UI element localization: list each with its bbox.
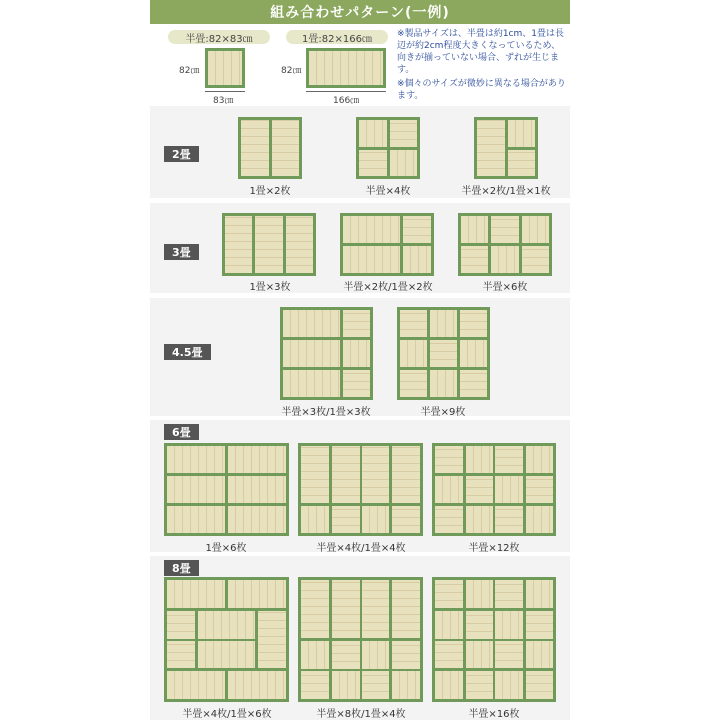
layout-8-2 [298, 577, 423, 702]
caption-2-1: 1畳×2枚 [249, 186, 291, 197]
caption-45-1: 半畳×3枚/1畳×3枚 [281, 407, 371, 418]
page-title: 組み合わせパターン(一例) [150, 0, 570, 24]
layout-2-2 [356, 117, 420, 179]
layout-6-1 [164, 443, 289, 536]
layout-2-3 [474, 117, 538, 179]
section-2-tag: 2畳 [164, 146, 199, 162]
caption-6-1: 1畳×6枚 [205, 543, 247, 554]
caption-45-2: 半畳×9枚 [420, 407, 466, 418]
caption-2-3: 半畳×2枚/1畳×1枚 [461, 186, 551, 197]
half-width-dim-line [205, 91, 245, 92]
layout-8-1 [164, 577, 289, 702]
layout-6-3 [432, 443, 556, 536]
full-height-dim: 82㎝ [281, 66, 302, 76]
layout-6-2 [298, 443, 423, 536]
caption-6-3: 半畳×12枚 [468, 543, 520, 554]
layout-3-1 [222, 213, 316, 276]
layout-8-3 [432, 577, 556, 702]
half-height-dim: 82㎝ [179, 66, 200, 76]
section-8-tag: 8畳 [164, 560, 199, 576]
caption-8-1: 半畳×4枚/1畳×6枚 [182, 709, 272, 720]
caption-2-2: 半畳×4枚 [365, 186, 411, 197]
caption-8-2: 半畳×8枚/1畳×4枚 [316, 709, 406, 720]
full-width-dim: 166㎝ [333, 96, 360, 106]
note-size-deviation: ※製品サイズは、半畳は約1cm、1畳は長辺が約2cm程度大きくなっているため、向きが揃っていない場合、ずれが生じます。 [397, 29, 564, 75]
section-6-tag: 6畳 [164, 424, 199, 440]
full-tatami-sample [306, 48, 386, 88]
notes [397, 28, 569, 104]
half-width-dim: 83㎝ [213, 96, 234, 106]
layout-45-2 [397, 307, 490, 400]
caption-3-2: 半畳×2枚/1畳×2枚 [343, 282, 433, 293]
full-size-label: 1畳:82×166㎝ [286, 30, 388, 44]
caption-3-1: 1畳×3枚 [249, 282, 291, 293]
note-individual-size: ※個々のサイズが微妙に異なる場合があります。 [397, 79, 566, 101]
layout-2-1 [238, 117, 302, 179]
layout-3-2 [340, 213, 434, 276]
half-tatami-sample [205, 48, 245, 88]
caption-6-2: 半畳×4枚/1畳×4枚 [316, 543, 406, 554]
section-3-tag: 3畳 [164, 244, 199, 260]
layout-45-1 [280, 307, 373, 400]
caption-8-3: 半畳×16枚 [468, 709, 520, 720]
caption-3-3: 半畳×6枚 [482, 282, 528, 293]
section-45-tag: 4.5畳 [164, 344, 211, 360]
layout-3-3 [458, 213, 552, 276]
half-size-label: 半畳:82×83㎝ [168, 30, 270, 44]
full-width-dim-line [306, 91, 386, 92]
